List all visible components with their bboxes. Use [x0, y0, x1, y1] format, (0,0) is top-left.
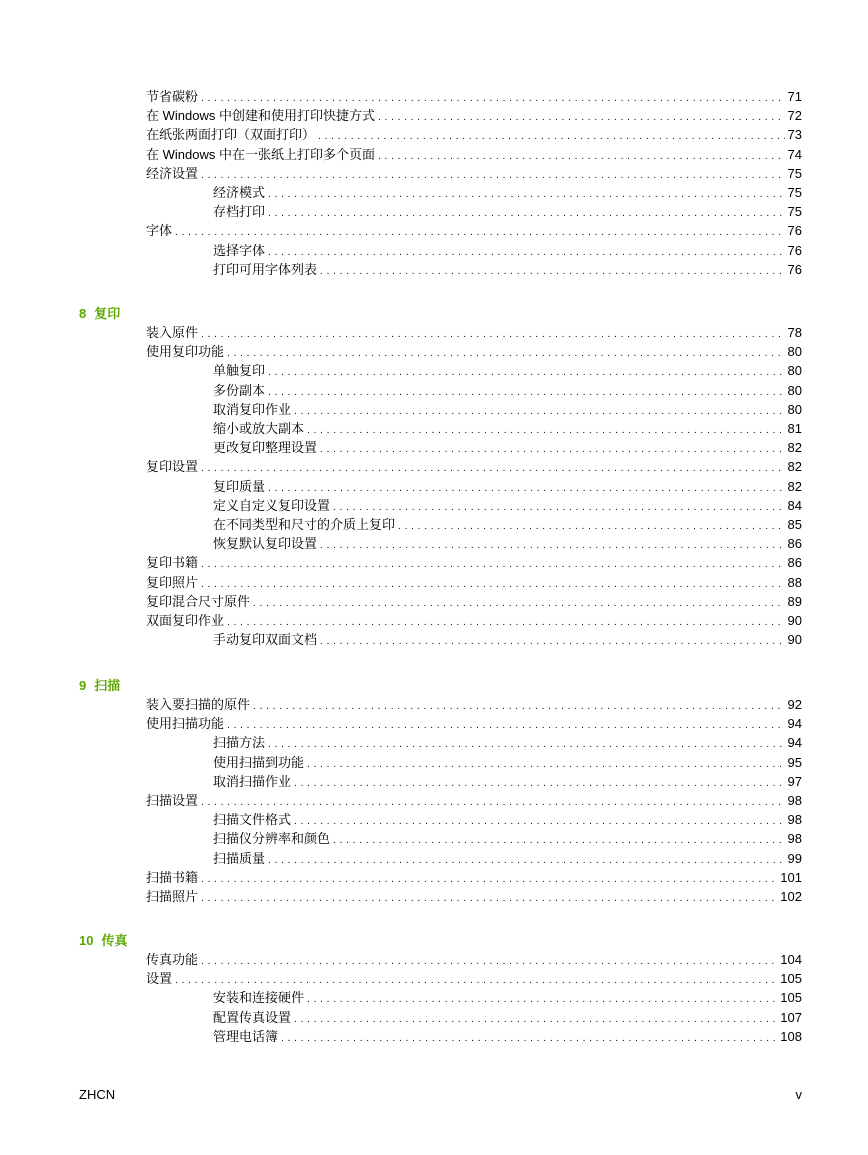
toc-entry[interactable] [146, 457, 802, 476]
footer-language-code: ZHCN [79, 1087, 116, 1102]
toc-entry-title: 单触复印 [213, 363, 266, 379]
toc-entry-title: 存档打印 [213, 204, 266, 220]
toc-entry[interactable] [146, 611, 802, 630]
toc-entry-title: 恢复默认复印设置 [213, 536, 318, 552]
toc-entry-page: 88 [787, 574, 802, 590]
toc-entry-page: 90 [787, 613, 802, 628]
toc-entry[interactable] [213, 1027, 802, 1046]
toc-entry[interactable] [146, 969, 802, 988]
dot-leader [201, 459, 785, 478]
toc-entry[interactable] [213, 419, 802, 438]
chapter-heading-10 [79, 931, 127, 950]
dot-leader [307, 421, 785, 440]
toc-entry-title: 缩小或放大副本 [213, 421, 305, 436]
toc-entry-page: 98 [787, 793, 802, 808]
toc-entry-title: 定义自定义复印设置 [213, 497, 331, 513]
toc-entry-page: 97 [787, 773, 802, 789]
toc-entry-title: 复印书籍 [146, 555, 199, 571]
toc-entry-page: 80 [787, 363, 802, 379]
toc-entry[interactable] [213, 772, 802, 791]
toc-entry-page: 92 [787, 697, 802, 712]
toc-entry[interactable] [213, 477, 802, 496]
toc-entry-title: 管理电话簿 [213, 1028, 279, 1044]
toc-entry-page: 73 [787, 127, 802, 143]
dot-leader [320, 536, 785, 555]
toc-entry-page: 82 [787, 478, 802, 494]
toc-entry[interactable] [146, 87, 802, 106]
toc-entry[interactable] [213, 534, 802, 553]
chapter-number: 8 [79, 306, 87, 321]
toc-entry[interactable] [213, 753, 802, 772]
toc-entry[interactable] [146, 342, 802, 361]
toc-entry[interactable] [146, 323, 802, 342]
toc-entry-title: 使用扫描到功能 [213, 754, 305, 770]
toc-entry-title: 扫描设置 [146, 793, 199, 808]
toc-entry-title: 使用扫描功能 [146, 716, 225, 732]
toc-entry-title: 打印可用字体列表 [213, 261, 318, 277]
toc-entry-page: 84 [787, 497, 802, 513]
dot-leader [201, 870, 777, 889]
toc-entry-title: 更改复印整理设置 [213, 440, 318, 456]
dot-leader [268, 735, 785, 754]
chapter-heading-9 [79, 676, 120, 695]
dot-leader [175, 223, 785, 242]
toc-entry[interactable] [213, 202, 802, 221]
toc-entry-title: 复印照片 [146, 574, 199, 590]
toc-entry-title: 复印质量 [213, 478, 266, 494]
dot-leader [294, 402, 785, 421]
toc-entry[interactable] [213, 260, 802, 279]
dot-leader [378, 147, 785, 166]
dot-leader [268, 363, 785, 382]
dot-leader [253, 594, 785, 613]
chapter-number: 9 [79, 678, 87, 693]
toc-entry-title: 装入要扫描的原件 [146, 697, 251, 712]
toc-entry-page: 86 [787, 555, 802, 571]
toc-entry[interactable] [146, 791, 802, 810]
toc-entry[interactable] [213, 1008, 802, 1027]
toc-entry-page: 85 [787, 517, 802, 532]
toc-entry-title: 配置传真设置 [213, 1009, 292, 1025]
toc-entry-title: 在不同类型和尺寸的介质上复印 [213, 517, 396, 532]
toc-entry[interactable] [213, 810, 802, 829]
footer-page-number: v [795, 1087, 802, 1102]
toc-entry-title: 设置 [146, 971, 173, 987]
toc-entry-title: 选择字体 [213, 242, 266, 258]
toc-entry-page: 82 [787, 440, 802, 456]
dot-leader [378, 108, 785, 127]
toc-entry-page: 72 [787, 108, 802, 124]
dot-leader [398, 517, 785, 536]
toc-entry-page: 76 [787, 223, 802, 239]
toc-entry-title: 扫描仪分辨率和颜色 [213, 831, 331, 847]
toc-entry-page: 89 [787, 593, 802, 609]
dot-leader [227, 344, 785, 363]
toc-entry[interactable] [213, 849, 802, 868]
toc-entry-page: 105 [780, 971, 802, 987]
toc-entry[interactable] [213, 829, 802, 848]
dot-leader [307, 990, 777, 1009]
toc-entry[interactable] [213, 733, 802, 752]
toc-entry-page: 99 [787, 850, 802, 866]
toc-entry-title: 在 Windows 中在一张纸上打印多个页面 [146, 146, 375, 162]
toc-entry-page: 80 [787, 344, 802, 360]
toc-entry-title: 使用复印功能 [146, 344, 225, 360]
chapter-heading-8 [79, 304, 120, 323]
dot-leader [268, 243, 785, 262]
toc-entry[interactable] [146, 106, 802, 125]
toc-entry-page: 90 [787, 632, 802, 648]
toc-entry-page: 75 [787, 185, 802, 200]
toc-entry-page: 98 [787, 812, 802, 828]
toc-entry-title: 复印混合尺寸原件 [146, 593, 251, 609]
dot-leader [320, 632, 785, 651]
dot-leader [318, 127, 785, 146]
dot-leader [268, 185, 785, 204]
toc-entry[interactable] [146, 221, 802, 240]
dot-leader [201, 325, 785, 344]
toc-entry-page: 104 [780, 952, 802, 967]
dot-leader [227, 613, 785, 632]
toc-entry[interactable] [146, 714, 802, 733]
dot-leader [294, 774, 785, 793]
toc-entry-page: 76 [787, 242, 802, 258]
toc-entry-page: 74 [787, 146, 802, 162]
toc-entry[interactable] [213, 381, 802, 400]
dot-leader [227, 716, 785, 735]
toc-entry[interactable] [146, 573, 802, 592]
toc-entry-page: 75 [787, 204, 802, 220]
toc-entry[interactable] [213, 988, 802, 1007]
toc-entry[interactable] [213, 400, 802, 419]
toc-entry-page: 105 [780, 990, 802, 1006]
chapter-title: 传真 [101, 933, 128, 948]
toc-entry[interactable] [213, 630, 802, 649]
toc-entry-title: 装入原件 [146, 325, 199, 340]
dot-leader [201, 575, 785, 594]
toc-entry[interactable] [146, 950, 802, 969]
toc-entry-page: 81 [787, 421, 802, 436]
toc-entry-page: 95 [787, 754, 802, 770]
toc-entry[interactable] [146, 125, 802, 144]
toc-entry[interactable] [146, 164, 802, 183]
toc-entry-title: 扫描质量 [213, 850, 266, 866]
toc-entry-title: 双面复印作业 [146, 613, 225, 628]
toc-entry-title: 传真功能 [146, 952, 199, 967]
toc-entry-title: 扫描文件格式 [213, 812, 292, 828]
toc-entry-page: 98 [787, 831, 802, 847]
toc-entry-title: 字体 [146, 223, 173, 239]
dot-leader [253, 697, 785, 716]
toc-entry[interactable] [213, 515, 802, 534]
toc-entry-page: 107 [780, 1009, 802, 1025]
toc-entry-page: 75 [787, 165, 802, 181]
dot-leader [268, 383, 785, 402]
dot-leader [307, 755, 785, 774]
toc-entry[interactable] [146, 868, 802, 887]
toc-entry[interactable] [146, 553, 802, 572]
toc-entry[interactable] [146, 695, 802, 714]
toc-entry-title: 在纸张两面打印（双面打印） [146, 127, 316, 143]
toc-entry-title: 取消扫描作业 [213, 773, 292, 789]
dot-leader [281, 1029, 777, 1048]
toc-entry-page: 80 [787, 382, 802, 398]
toc-entry[interactable] [213, 183, 802, 202]
chapter-title: 扫描 [94, 678, 121, 693]
toc-entry[interactable] [146, 145, 802, 164]
dot-leader [201, 555, 785, 574]
toc-entry-title: 经济模式 [213, 185, 266, 200]
dot-leader [333, 498, 785, 517]
toc-entry-title: 安装和连接硬件 [213, 990, 305, 1006]
toc-entry-page: 94 [787, 716, 802, 732]
dot-leader [294, 812, 785, 831]
toc-entry[interactable] [213, 361, 802, 380]
toc-entry-title: 多份副本 [213, 382, 266, 398]
dot-leader [268, 851, 785, 870]
toc-entry[interactable] [213, 241, 802, 260]
dot-leader [268, 204, 785, 223]
dot-leader [294, 1010, 777, 1029]
toc-entry-title: 节省碳粉 [146, 89, 199, 104]
toc-entry-page: 101 [780, 869, 802, 885]
toc-entry-page: 80 [787, 401, 802, 417]
toc-entry-page: 102 [780, 889, 802, 904]
toc-entry-page: 94 [787, 735, 802, 751]
toc-entry-page: 71 [787, 89, 802, 104]
dot-leader [175, 971, 777, 990]
toc-entry-title: 扫描书籍 [146, 869, 199, 885]
toc-entry-page: 108 [780, 1028, 802, 1044]
toc-entry-page: 82 [787, 459, 802, 475]
dot-leader [268, 479, 785, 498]
toc-entry[interactable] [146, 887, 802, 906]
toc-entry[interactable] [213, 496, 802, 515]
dot-leader [320, 440, 785, 459]
dot-leader [201, 166, 785, 185]
toc-entry-page: 76 [787, 261, 802, 277]
dot-leader [201, 889, 777, 908]
toc-entry-title: 扫描照片 [146, 889, 199, 904]
toc-entry-title: 手动复印双面文档 [213, 632, 318, 648]
dot-leader [201, 952, 777, 971]
toc-entry-page: 86 [787, 536, 802, 552]
chapter-title: 复印 [94, 306, 121, 321]
dot-leader [201, 89, 785, 108]
toc-entry-title: 取消复印作业 [213, 401, 292, 417]
toc-entry-title: 经济设置 [146, 165, 199, 181]
toc-entry[interactable] [213, 438, 802, 457]
dot-leader [333, 831, 785, 850]
toc-entry-title: 复印设置 [146, 459, 199, 475]
toc-entry[interactable] [146, 592, 802, 611]
dot-leader [320, 262, 785, 281]
dot-leader [201, 793, 785, 812]
toc-entry-page: 78 [787, 325, 802, 340]
toc-entry-title: 在 Windows 中创建和使用打印快捷方式 [146, 108, 375, 124]
toc-entry-title: 扫描方法 [213, 735, 266, 751]
chapter-number: 10 [79, 933, 94, 948]
